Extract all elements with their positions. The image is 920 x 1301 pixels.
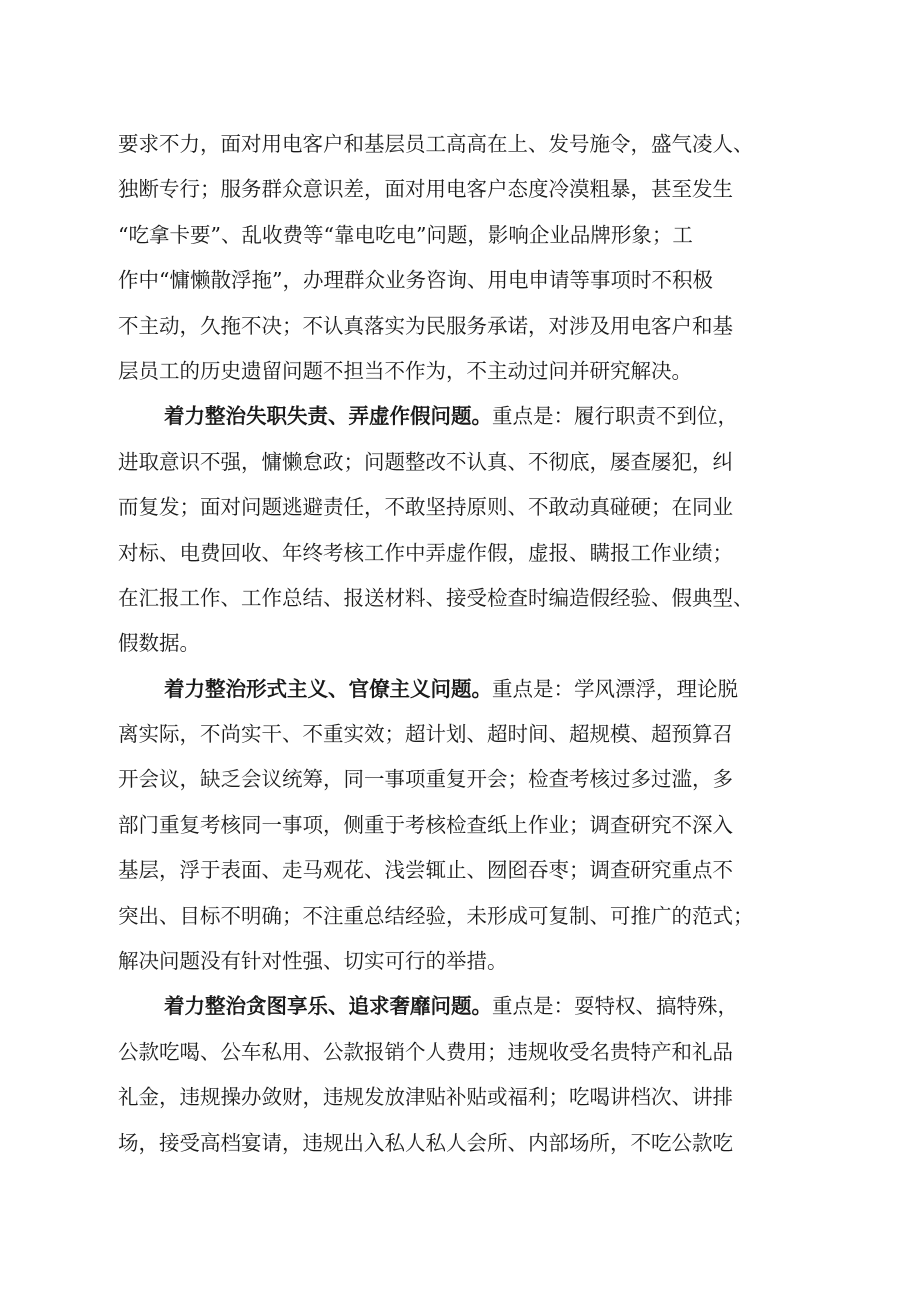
text-line: 突出、目标不明确；不注重总结经验，未形成可复制、可推广的范式； [118,903,754,928]
paragraph-heading: 着力整治形式主义、官僚主义问题。 [164,676,492,701]
paragraph-first-line [118,667,838,712]
text-line: 开会议，缺乏会议统筹，同一事项重复开会；检查考核过多过滥，多 [118,767,733,792]
paragraph-lead-text: 重点是：履行职责不到位， [492,404,738,429]
text-line: 在汇报工作、工作总结、报送材料、接受检查时编造假经验、假典型、 [118,585,754,610]
text-line: 而复发；面对问题逃避责任，不敢坚持原则、不敢动真碰硬；在同业 [118,495,733,520]
text-line: 部门重复考核同一事项，侧重于考核检查纸上作业；调查研究不深入 [118,812,733,837]
paragraph-lead-text: 重点是：学风漂浮，理论脱 [492,676,738,701]
text-line: 礼金，违规操办敛财，违规发放津贴补贴或福利；吃喝讲档次、讲排 [118,1085,733,1110]
text-line: 独断专行；服务群众意识差，面对用电客户态度冷漠粗暴，甚至发生 [118,177,733,202]
text-line: 进取意识不强，慵懒怠政；问题整改不认真、不彻底，屡查屡犯，纠 [118,449,733,474]
text-line: 基层，浮于表面、走马观花、浅尝辄止、囫囵吞枣；调查研究重点不 [118,858,733,883]
text-line: 假数据。 [118,631,200,656]
text-line: 不主动，久拖不决；不认真落实为民服务承诺，对涉及用电客户和基 [118,313,733,338]
paragraph-first-line [118,394,838,439]
paragraph-heading: 着力整治失职失责、弄虚作假问题。 [164,404,492,429]
text-line: “吃拿卡要”、乱收费等“靠电吃电”问题，影响企业品牌形象；工 [118,222,693,247]
text-line: 对标、电费回收、年终考核工作中弄虚作假，虚报、瞒报工作业绩； [118,540,733,565]
text-line: 要求不力，面对用电客户和基层员工高高在上、发号施令，盛气凌人、 [118,132,754,156]
text-line: 层员工的历史遗留问题不担当不作为，不主动过问并研究解决。 [118,358,692,383]
text-line: 场，接受高档宴请，违规出入私人私人会所、内部场所，不吃公款吃 [118,1130,733,1155]
text-line: 离实际，不尚实干、不重实效；超计划、超时间、超规模、超预算召 [118,722,733,747]
text-line: 解决问题没有针对性强、切实可行的举措。 [118,949,508,974]
text-line: 公款吃喝、公车私用、公款报销个人费用；违规收受名贵特产和礼品 [118,1039,733,1064]
paragraph-heading: 着力整治贪图享乐、追求奢靡问题。 [164,994,492,1019]
document-body [118,122,838,1166]
text-line: 作中“慵懒散浮拖”，办理群众业务咨询、用电申请等事项时不积极 [118,268,713,293]
paragraph-lead-text: 重点是：耍特权、搞特殊， [492,994,738,1019]
paragraph-first-line [118,984,838,1029]
